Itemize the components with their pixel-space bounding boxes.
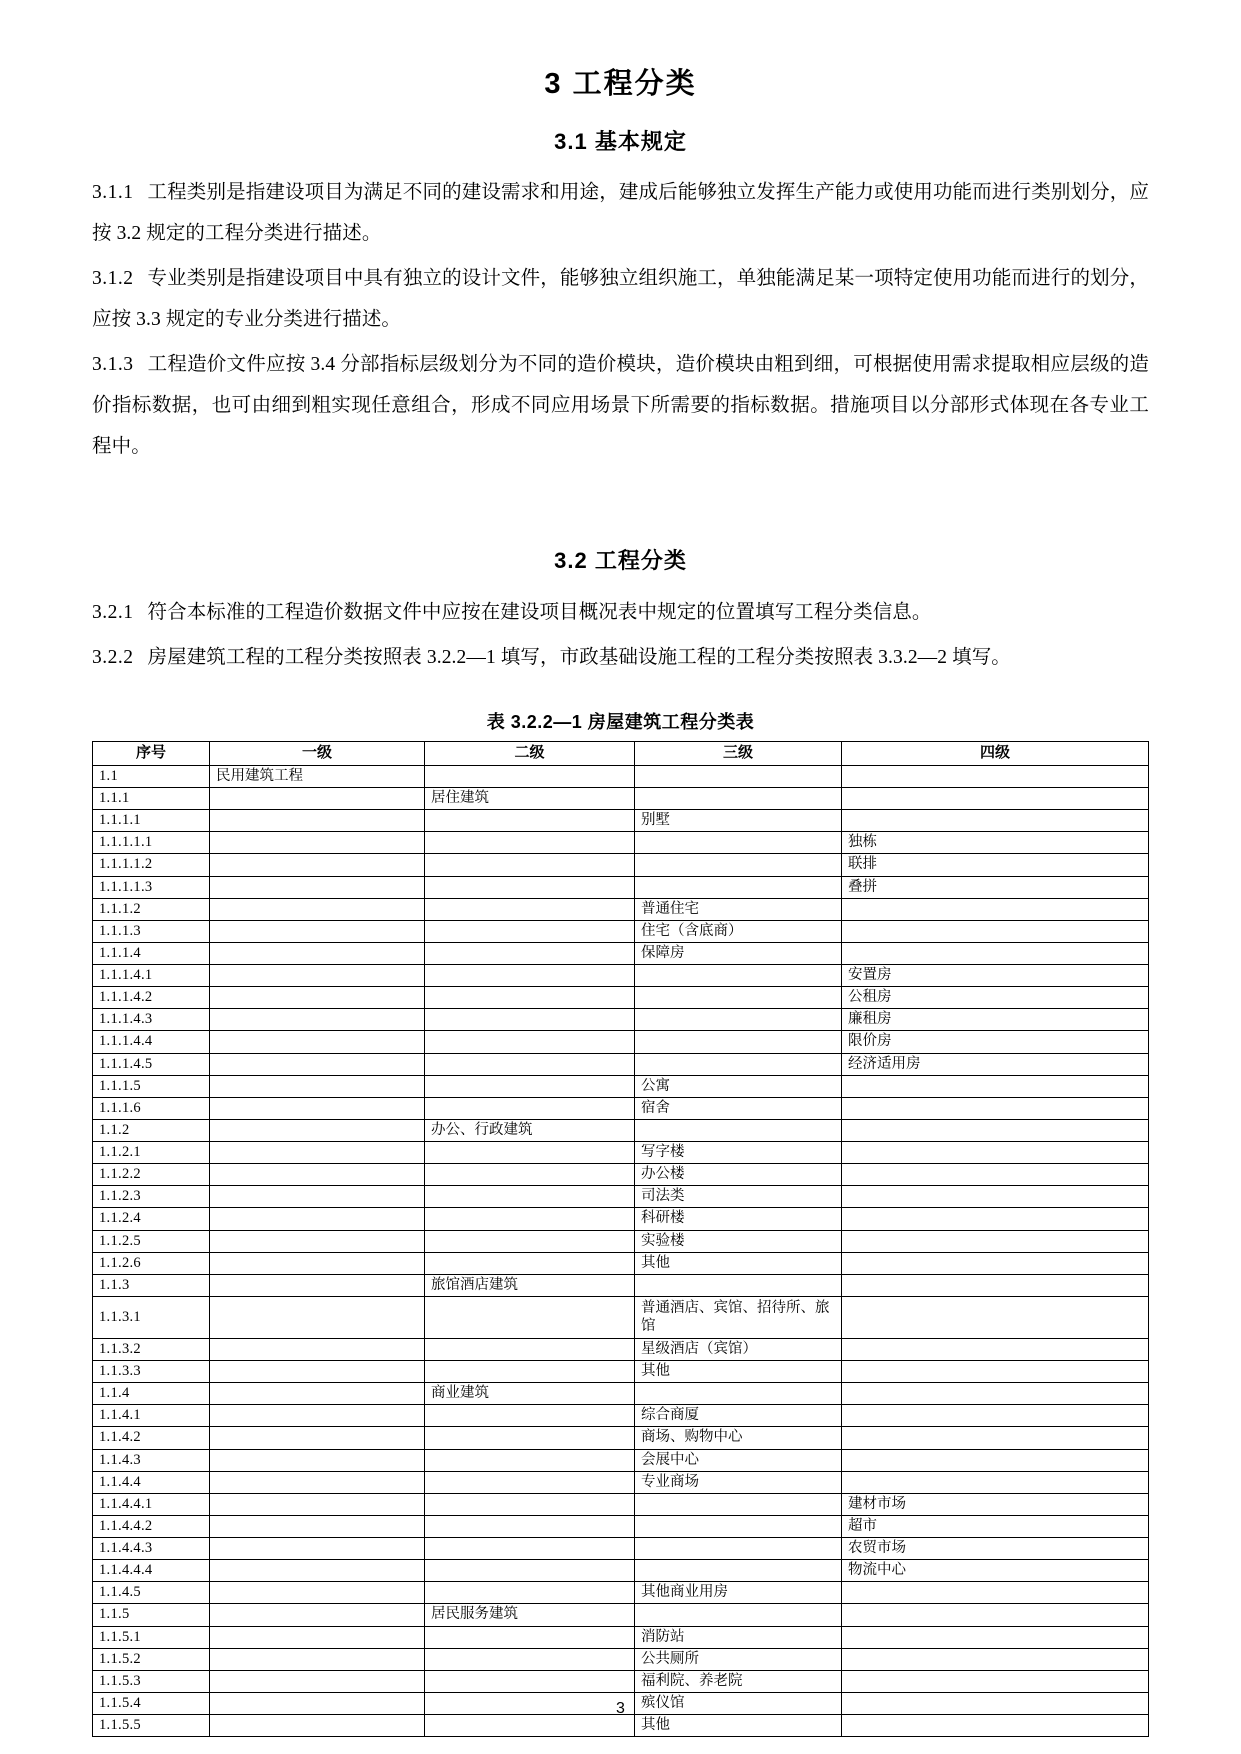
section-heading-3-1: 3.1 基本规定 xyxy=(554,128,687,154)
cell-level3: 商场、购物中心 xyxy=(635,1427,842,1449)
cell-level2 xyxy=(425,1560,635,1582)
cell-seq: 1.1.1.4.1 xyxy=(93,965,210,987)
table-row xyxy=(93,920,1149,942)
cell-level4 xyxy=(842,1186,1149,1208)
table-row xyxy=(93,1361,1149,1383)
table-row xyxy=(93,1427,1149,1449)
column-header-level3: 三级 xyxy=(635,741,842,765)
cell-level2 xyxy=(425,1296,635,1338)
cell-level4 xyxy=(842,1164,1149,1186)
cell-level3: 公寓 xyxy=(635,1075,842,1097)
cell-level2 xyxy=(425,1230,635,1252)
cell-level3: 办公楼 xyxy=(635,1164,842,1186)
cell-level4 xyxy=(842,1604,1149,1626)
cell-level3: 宿舍 xyxy=(635,1097,842,1119)
cell-level1 xyxy=(210,1164,425,1186)
cell-level3 xyxy=(635,1538,842,1560)
cell-level3 xyxy=(635,1274,842,1296)
cell-level1 xyxy=(210,832,425,854)
paragraph-3-2-1 xyxy=(92,592,1149,633)
table-row xyxy=(93,965,1149,987)
table-row xyxy=(93,1208,1149,1230)
page-number: 3 xyxy=(616,1700,625,1717)
cell-level1 xyxy=(210,1648,425,1670)
cell-level2 xyxy=(425,765,635,787)
cell-level2 xyxy=(425,1009,635,1031)
cell-level3 xyxy=(635,1383,842,1405)
cell-level3: 写字楼 xyxy=(635,1142,842,1164)
cell-seq: 1.1.3 xyxy=(93,1274,210,1296)
cell-seq: 1.1.1 xyxy=(93,788,210,810)
paragraph-number: 3.1.3 xyxy=(92,354,134,376)
cell-level2: 办公、行政建筑 xyxy=(425,1119,635,1141)
cell-level3: 别墅 xyxy=(635,810,842,832)
cell-level3 xyxy=(635,832,842,854)
cell-level4 xyxy=(842,920,1149,942)
building-classification-table xyxy=(92,741,1149,1737)
cell-seq: 1.1.5 xyxy=(93,1604,210,1626)
cell-level1 xyxy=(210,1560,425,1582)
cell-level2 xyxy=(425,1164,635,1186)
table-row xyxy=(93,1648,1149,1670)
cell-level3 xyxy=(635,965,842,987)
cell-level3: 专业商场 xyxy=(635,1471,842,1493)
cell-seq: 1.1.1.4.4 xyxy=(93,1031,210,1053)
cell-level3: 殡仪馆 xyxy=(635,1692,842,1714)
cell-level1 xyxy=(210,1604,425,1626)
table-body xyxy=(93,765,1149,1736)
paragraph-text: 专业类别是指建设项目中具有独立的设计文件，能够独立组织施工，单独能满足某一项特定使用功能而进行的划分，应按 3.3 规定的专业分类进行描述。 xyxy=(92,268,1149,331)
paragraph-3-1-2 xyxy=(92,258,1149,340)
cell-level3: 保障房 xyxy=(635,942,842,964)
cell-seq: 1.1.1.4.3 xyxy=(93,1009,210,1031)
cell-level2 xyxy=(425,1515,635,1537)
cell-level3 xyxy=(635,876,842,898)
cell-level4: 廉租房 xyxy=(842,1009,1149,1031)
cell-level3: 科研楼 xyxy=(635,1208,842,1230)
table-row xyxy=(93,810,1149,832)
table-row xyxy=(93,1274,1149,1296)
cell-seq: 1.1.2.1 xyxy=(93,1142,210,1164)
column-header-level2: 二级 xyxy=(425,741,635,765)
cell-level2 xyxy=(425,876,635,898)
cell-level4 xyxy=(842,942,1149,964)
cell-level1 xyxy=(210,898,425,920)
cell-level4 xyxy=(842,1296,1149,1338)
paragraph-text: 工程造价文件应按 3.4 分部指标层级划分为不同的造价模块，造价模块由粗到细，可根据使用需求提取相应层级的造价指标数据，也可由细到粗实现任意组合，形成不同应用场景下所需要的指标数据。措施项目以分部形式体现在各专业工程中。 xyxy=(92,354,1149,458)
cell-level3 xyxy=(635,1560,842,1582)
cell-level4 xyxy=(842,1648,1149,1670)
cell-level2 xyxy=(425,942,635,964)
cell-level1 xyxy=(210,810,425,832)
cell-level4 xyxy=(842,1383,1149,1405)
paragraph-number: 3.1.2 xyxy=(92,268,134,290)
table-row xyxy=(93,1252,1149,1274)
table-row xyxy=(93,1560,1149,1582)
cell-seq: 1.1.4.4.1 xyxy=(93,1493,210,1515)
cell-level4 xyxy=(842,1626,1149,1648)
cell-seq: 1.1.5.2 xyxy=(93,1648,210,1670)
cell-seq: 1.1.5.4 xyxy=(93,1692,210,1714)
table-row xyxy=(93,854,1149,876)
table-row xyxy=(93,765,1149,787)
cell-level4: 联排 xyxy=(842,854,1149,876)
cell-level2 xyxy=(425,1626,635,1648)
cell-level1: 民用建筑工程 xyxy=(210,765,425,787)
cell-level2 xyxy=(425,1252,635,1274)
cell-seq: 1.1.4.4.3 xyxy=(93,1538,210,1560)
cell-seq: 1.1.1.1.2 xyxy=(93,854,210,876)
table-row xyxy=(93,1075,1149,1097)
column-header-seq: 序号 xyxy=(93,741,210,765)
table-row xyxy=(93,1053,1149,1075)
cell-level4 xyxy=(842,1142,1149,1164)
cell-seq: 1.1.4.4 xyxy=(93,1471,210,1493)
cell-seq: 1.1.3.3 xyxy=(93,1361,210,1383)
cell-seq: 1.1.3.1 xyxy=(93,1296,210,1338)
cell-seq: 1.1.4.4.2 xyxy=(93,1515,210,1537)
cell-level1 xyxy=(210,876,425,898)
table-row xyxy=(93,1230,1149,1252)
cell-level4: 安置房 xyxy=(842,965,1149,987)
cell-seq: 1.1.5.3 xyxy=(93,1670,210,1692)
table-caption: 表 3.2.2—1 房屋建筑工程分类表 xyxy=(486,711,755,732)
cell-seq: 1.1.1.1.1 xyxy=(93,832,210,854)
cell-level1 xyxy=(210,1053,425,1075)
cell-level1 xyxy=(210,1296,425,1338)
cell-level2 xyxy=(425,987,635,1009)
table-row xyxy=(93,1515,1149,1537)
cell-level4 xyxy=(842,1097,1149,1119)
table-row xyxy=(93,1186,1149,1208)
cell-level4 xyxy=(842,1119,1149,1141)
cell-level3 xyxy=(635,1493,842,1515)
cell-seq: 1.1.2.4 xyxy=(93,1208,210,1230)
cell-level2 xyxy=(425,1471,635,1493)
cell-seq: 1.1 xyxy=(93,765,210,787)
cell-seq: 1.1.4.5 xyxy=(93,1582,210,1604)
table-row xyxy=(93,1538,1149,1560)
section-heading-3-2: 3.2 工程分类 xyxy=(554,548,687,574)
cell-level1 xyxy=(210,1097,425,1119)
cell-seq: 1.1.5.5 xyxy=(93,1715,210,1737)
paragraph-3-1-3 xyxy=(92,344,1149,467)
cell-level1 xyxy=(210,1538,425,1560)
table-row xyxy=(93,1142,1149,1164)
cell-level3: 福利院、养老院 xyxy=(635,1670,842,1692)
cell-level1 xyxy=(210,1142,425,1164)
cell-level2 xyxy=(425,810,635,832)
cell-level2 xyxy=(425,1031,635,1053)
cell-level1 xyxy=(210,965,425,987)
cell-seq: 1.1.1.4.2 xyxy=(93,987,210,1009)
cell-level2 xyxy=(425,832,635,854)
cell-level3 xyxy=(635,1031,842,1053)
cell-level4 xyxy=(842,765,1149,787)
cell-level2 xyxy=(425,1075,635,1097)
table-row xyxy=(93,1670,1149,1692)
cell-level1 xyxy=(210,1582,425,1604)
cell-level2 xyxy=(425,1208,635,1230)
cell-seq: 1.1.1.4.5 xyxy=(93,1053,210,1075)
cell-level4 xyxy=(842,1405,1149,1427)
cell-level3 xyxy=(635,1053,842,1075)
cell-seq: 1.1.4.4.4 xyxy=(93,1560,210,1582)
cell-seq: 1.1.3.2 xyxy=(93,1338,210,1360)
table-row xyxy=(93,1493,1149,1515)
cell-level1 xyxy=(210,920,425,942)
cell-level4: 公租房 xyxy=(842,987,1149,1009)
cell-seq: 1.1.4.2 xyxy=(93,1427,210,1449)
cell-level1 xyxy=(210,1031,425,1053)
cell-level4 xyxy=(842,898,1149,920)
cell-level3: 其他商业用房 xyxy=(635,1582,842,1604)
cell-level4 xyxy=(842,810,1149,832)
cell-seq: 1.1.2.3 xyxy=(93,1186,210,1208)
cell-level3: 公共厕所 xyxy=(635,1648,842,1670)
cell-level3: 消防站 xyxy=(635,1626,842,1648)
cell-level3: 司法类 xyxy=(635,1186,842,1208)
paragraph-3-1-1 xyxy=(92,172,1149,254)
cell-level3: 会展中心 xyxy=(635,1449,842,1471)
cell-level4 xyxy=(842,1075,1149,1097)
cell-level1 xyxy=(210,1383,425,1405)
column-header-level4: 四级 xyxy=(842,741,1149,765)
table-row xyxy=(93,1097,1149,1119)
cell-level1 xyxy=(210,788,425,810)
cell-level4 xyxy=(842,1208,1149,1230)
cell-level2 xyxy=(425,1053,635,1075)
cell-level3 xyxy=(635,1119,842,1141)
cell-level2 xyxy=(425,1142,635,1164)
cell-level4 xyxy=(842,1471,1149,1493)
cell-level3: 其他 xyxy=(635,1715,842,1737)
cell-level3: 实验楼 xyxy=(635,1230,842,1252)
cell-seq: 1.1.4.3 xyxy=(93,1449,210,1471)
cell-level4 xyxy=(842,1274,1149,1296)
cell-level4 xyxy=(842,1361,1149,1383)
cell-level1 xyxy=(210,1670,425,1692)
cell-level1 xyxy=(210,1405,425,1427)
cell-level4: 超市 xyxy=(842,1515,1149,1537)
table-row xyxy=(93,1338,1149,1360)
cell-level2 xyxy=(425,1427,635,1449)
cell-seq: 1.1.1.1.3 xyxy=(93,876,210,898)
cell-level1 xyxy=(210,1252,425,1274)
cell-level1 xyxy=(210,987,425,1009)
cell-level2 xyxy=(425,1538,635,1560)
cell-seq: 1.1.2.6 xyxy=(93,1252,210,1274)
table-row xyxy=(93,1626,1149,1648)
cell-level3 xyxy=(635,1604,842,1626)
cell-level3: 星级酒店（宾馆） xyxy=(635,1338,842,1360)
paragraph-text: 工程类别是指建设项目为满足不同的建设需求和用途，建成后能够独立发挥生产能力或使用功能而进行类别划分，应按 3.2 规定的工程分类进行描述。 xyxy=(92,182,1149,245)
cell-level1 xyxy=(210,1449,425,1471)
cell-level2 xyxy=(425,1186,635,1208)
cell-level4 xyxy=(842,1252,1149,1274)
cell-seq: 1.1.2.2 xyxy=(93,1164,210,1186)
cell-level4: 农贸市场 xyxy=(842,1538,1149,1560)
cell-level3 xyxy=(635,1009,842,1031)
cell-level3: 其他 xyxy=(635,1361,842,1383)
cell-level1 xyxy=(210,1515,425,1537)
cell-level2 xyxy=(425,1338,635,1360)
cell-seq: 1.1.4 xyxy=(93,1383,210,1405)
table-row xyxy=(93,987,1149,1009)
cell-level4 xyxy=(842,1427,1149,1449)
cell-level2 xyxy=(425,920,635,942)
cell-seq: 1.1.2.5 xyxy=(93,1230,210,1252)
cell-level4 xyxy=(842,1582,1149,1604)
table-row xyxy=(93,876,1149,898)
paragraph-text: 房屋建筑工程的工程分类按照表 3.2.2—1 填写，市政基础设施工程的工程分类按照表 3.3.2—2 填写。 xyxy=(147,646,1011,668)
table-row xyxy=(93,1296,1149,1338)
table-row xyxy=(93,1604,1149,1626)
table-row xyxy=(93,1383,1149,1405)
cell-level3 xyxy=(635,854,842,876)
table-row xyxy=(93,1471,1149,1493)
cell-level2: 居民服务建筑 xyxy=(425,1604,635,1626)
cell-level2: 居住建筑 xyxy=(425,788,635,810)
cell-level1 xyxy=(210,1009,425,1031)
table-row xyxy=(93,942,1149,964)
cell-level2 xyxy=(425,1670,635,1692)
cell-level1 xyxy=(210,1186,425,1208)
cell-level3: 住宅（含底商） xyxy=(635,920,842,942)
cell-level3 xyxy=(635,765,842,787)
cell-seq: 1.1.1.6 xyxy=(93,1097,210,1119)
cell-level4: 物流中心 xyxy=(842,1560,1149,1582)
cell-level1 xyxy=(210,1427,425,1449)
cell-level4: 经济适用房 xyxy=(842,1053,1149,1075)
paragraph-number: 3.2.2 xyxy=(92,646,134,668)
cell-level1 xyxy=(210,1493,425,1515)
cell-level4 xyxy=(842,1230,1149,1252)
cell-level1 xyxy=(210,854,425,876)
cell-level2 xyxy=(425,898,635,920)
paragraph-number: 3.2.1 xyxy=(92,601,134,623)
paragraph-number: 3.1.1 xyxy=(92,182,134,204)
cell-level3 xyxy=(635,987,842,1009)
cell-level4 xyxy=(842,1449,1149,1471)
table-row xyxy=(93,898,1149,920)
cell-level3 xyxy=(635,1515,842,1537)
cell-seq: 1.1.1.5 xyxy=(93,1075,210,1097)
cell-seq: 1.1.5.1 xyxy=(93,1626,210,1648)
cell-seq: 1.1.1.2 xyxy=(93,898,210,920)
cell-seq: 1.1.1.3 xyxy=(93,920,210,942)
cell-level1 xyxy=(210,1119,425,1141)
table-row xyxy=(93,1119,1149,1141)
cell-seq: 1.1.4.1 xyxy=(93,1405,210,1427)
cell-level3: 普通酒店、宾馆、招待所、旅馆 xyxy=(635,1296,842,1338)
cell-level1 xyxy=(210,942,425,964)
table-row xyxy=(93,1164,1149,1186)
cell-level2 xyxy=(425,1493,635,1515)
cell-level2: 旅馆酒店建筑 xyxy=(425,1274,635,1296)
table-row xyxy=(93,1582,1149,1604)
cell-level4 xyxy=(842,1670,1149,1692)
cell-level4: 独栋 xyxy=(842,832,1149,854)
cell-level1 xyxy=(210,1471,425,1493)
table-row xyxy=(93,832,1149,854)
cell-level4: 叠拼 xyxy=(842,876,1149,898)
cell-level3: 其他 xyxy=(635,1252,842,1274)
cell-level2 xyxy=(425,1361,635,1383)
cell-level2 xyxy=(425,854,635,876)
table-header-row xyxy=(93,741,1149,765)
cell-level2 xyxy=(425,965,635,987)
cell-level4: 限价房 xyxy=(842,1031,1149,1053)
column-header-level1: 一级 xyxy=(210,741,425,765)
paragraph-text: 符合本标准的工程造价数据文件中应按在建设项目概况表中规定的位置填写工程分类信息。 xyxy=(147,601,932,623)
cell-level4 xyxy=(842,788,1149,810)
cell-level1 xyxy=(210,1626,425,1648)
paragraph-3-2-2 xyxy=(92,637,1149,678)
cell-level2 xyxy=(425,1449,635,1471)
table-row xyxy=(93,1405,1149,1427)
table-row xyxy=(93,1031,1149,1053)
cell-level3: 普通住宅 xyxy=(635,898,842,920)
cell-level1 xyxy=(210,1208,425,1230)
cell-seq: 1.1.1.1 xyxy=(93,810,210,832)
cell-level2 xyxy=(425,1582,635,1604)
cell-level3: 综合商厦 xyxy=(635,1405,842,1427)
cell-level2 xyxy=(425,1405,635,1427)
cell-level1 xyxy=(210,1274,425,1296)
cell-level4: 建材市场 xyxy=(842,1493,1149,1515)
table-row xyxy=(93,1009,1149,1031)
cell-level1 xyxy=(210,1361,425,1383)
cell-seq: 1.1.1.4 xyxy=(93,942,210,964)
cell-seq: 1.1.2 xyxy=(93,1119,210,1141)
cell-level1 xyxy=(210,1075,425,1097)
page-title: 3 工程分类 xyxy=(544,68,697,100)
cell-level2 xyxy=(425,1648,635,1670)
cell-level2: 商业建筑 xyxy=(425,1383,635,1405)
table-row xyxy=(93,1449,1149,1471)
cell-level3 xyxy=(635,788,842,810)
cell-level4 xyxy=(842,1338,1149,1360)
table-row xyxy=(93,788,1149,810)
cell-level2 xyxy=(425,1097,635,1119)
cell-level1 xyxy=(210,1338,425,1360)
cell-level1 xyxy=(210,1230,425,1252)
